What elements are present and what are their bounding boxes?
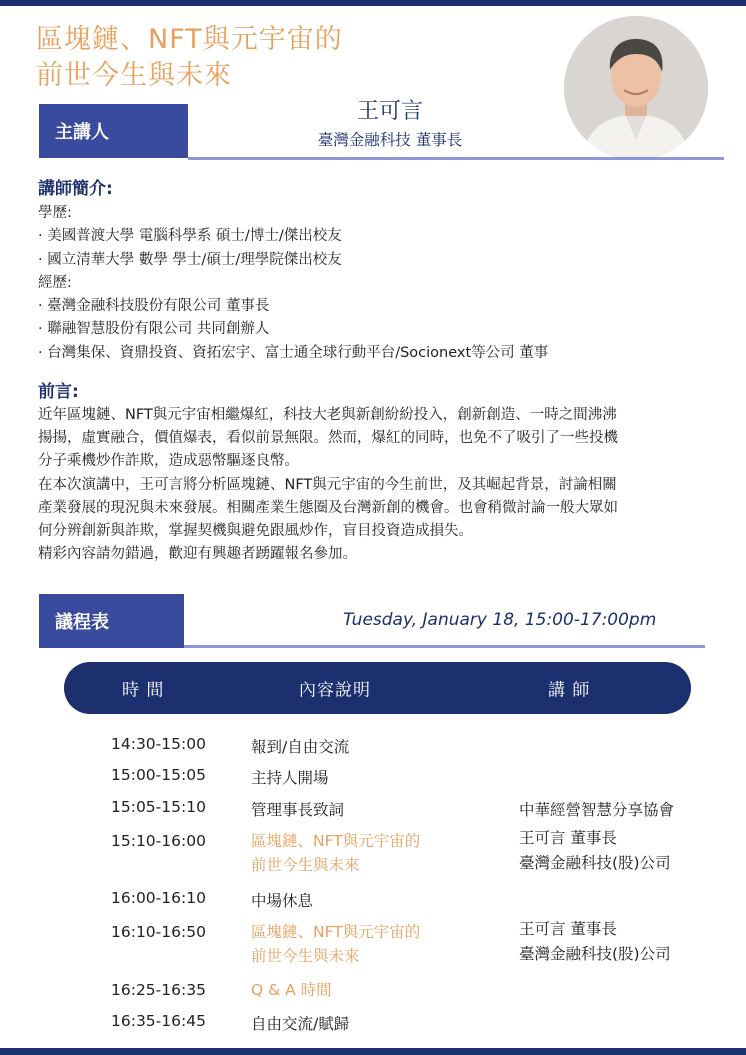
agenda-time: 16:10-16:50: [111, 923, 206, 941]
agenda-speaker: [519, 917, 671, 967]
bio-line: · 國立清華大學 數學 學士/碩士/理學院傑出校友: [38, 251, 342, 268]
agenda-content: [251, 766, 329, 790]
agenda-section-label: [39, 594, 184, 648]
bio-list: [38, 202, 548, 365]
speaker-section-label: [39, 104, 188, 158]
agenda-speaker: [519, 826, 671, 876]
header-speaker: 講 師: [548, 680, 591, 701]
agenda-time: 14:30-15:00: [111, 735, 206, 753]
agenda-time: 16:00-16:10: [111, 889, 206, 907]
agenda-content: [251, 798, 344, 822]
agenda-content: [251, 920, 420, 968]
agenda-divider: [184, 645, 705, 648]
agenda-time: 15:10-16:00: [111, 832, 206, 850]
bottom-bar: [0, 1048, 746, 1055]
agenda-content: [251, 1012, 349, 1036]
intro-line: 揚揚，虛實融合，價值爆表，看似前景無限。然而，爆紅的同時，也免不了吸引了一些投機: [38, 430, 618, 447]
agenda-speaker: [519, 798, 674, 823]
bio-line: · 臺灣金融科技股份有限公司 董事長: [38, 298, 270, 315]
content-line: 前世今生與未來: [251, 856, 360, 874]
content-line: 報到/自由交流: [251, 738, 350, 756]
agenda-time: 16:25-16:35: [111, 981, 206, 999]
header-content: 內容說明: [299, 680, 371, 701]
content-line: 管理事長致詞: [251, 801, 345, 819]
agenda-time: 16:35-16:45: [111, 1012, 206, 1030]
speaker-line: 王可言 董事長: [519, 920, 617, 938]
intro-line: 精彩內容請勿錯過，歡迎有興趣者踴躍報名參加。: [38, 546, 357, 563]
agenda-content: [251, 978, 332, 1002]
speaker-line: 王可言 董事長: [519, 829, 617, 847]
agenda-date: Tuesday, January 18, 15:00-17:00pm: [343, 610, 657, 630]
speaker-label-text: 主講人: [55, 122, 109, 143]
bio-line: 經歷:: [38, 274, 72, 291]
event-title: [36, 22, 343, 94]
intro-line: 近年區塊鏈、NFT與元宇宙相繼爆紅，科技大老與新創紛紛投入，創新創造、一時之間沸沸: [38, 407, 617, 423]
speaker-divider: [188, 157, 724, 160]
speaker-line: 臺灣金融科技(股)公司: [519, 854, 671, 872]
agenda-label-text: 議程表: [55, 612, 109, 633]
content-line: 自由交流/賦歸: [251, 1015, 350, 1033]
intro-line: 分子乘機炒作詐欺，造成惡幣驅逐良幣。: [38, 453, 299, 470]
content-line: Q & A 時間: [251, 981, 332, 999]
intro-line: 在本次演講中，王可言將分析區塊鏈、NFT與元宇宙的今生前世，及其崛起背景，討論相關: [38, 476, 617, 493]
content-line: 區塊鏈、NFT與元宇宙的: [251, 923, 421, 941]
content-line: 中場休息: [251, 892, 314, 910]
agenda-content: [251, 889, 313, 913]
intro-paragraph: [38, 404, 710, 566]
bio-line: · 台灣集保、資鼎投資、資拓宏宇、富士通全球行動平台/Socionext等公司 董事: [38, 344, 549, 361]
intro-heading: 前言:: [38, 382, 79, 402]
speaker-name: 王可言: [356, 99, 423, 124]
bio-line: · 美國普渡大學 電腦科學系 碩士/博士/傑出校友: [38, 228, 342, 245]
content-line: 主持人開場: [251, 769, 329, 787]
agenda-content: [251, 829, 420, 877]
bio-line: · 聯融智慧股份有限公司 共同創辦人: [38, 321, 270, 338]
header-time: 時 間: [122, 680, 165, 701]
portrait-image: [564, 16, 708, 160]
content-line: 前世今生與未來: [251, 947, 360, 965]
top-bar: [0, 0, 746, 6]
speaker-line: 臺灣金融科技(股)公司: [519, 945, 671, 963]
intro-line: 何分辨創新與詐欺，掌握契機與避免跟風炒作，盲目投資造成損失。: [38, 523, 473, 540]
title-line-1: 區塊鏈、NFT與元宇宙的: [36, 24, 343, 55]
agenda-time: 15:05-15:10: [111, 798, 206, 816]
content-line: 區塊鏈、NFT與元宇宙的: [251, 832, 421, 850]
agenda-time: 15:00-15:05: [111, 766, 206, 784]
bio-line: 學歷:: [38, 205, 72, 221]
speaker-org: 臺灣金融科技 董事長: [317, 131, 463, 149]
speaker-line: 中華經營智慧分享協會: [519, 801, 675, 819]
speaker-photo: [564, 16, 708, 160]
title-line-2: 前世今生與未來: [36, 60, 232, 91]
bio-heading: 講師簡介:: [38, 179, 113, 199]
agenda-header: [64, 662, 691, 714]
agenda-content: [251, 735, 349, 759]
intro-line: 產業發展的現況與未來發展。相關產業生態圈及台灣新創的機會。也會稍微討論一般大眾如: [38, 499, 618, 516]
